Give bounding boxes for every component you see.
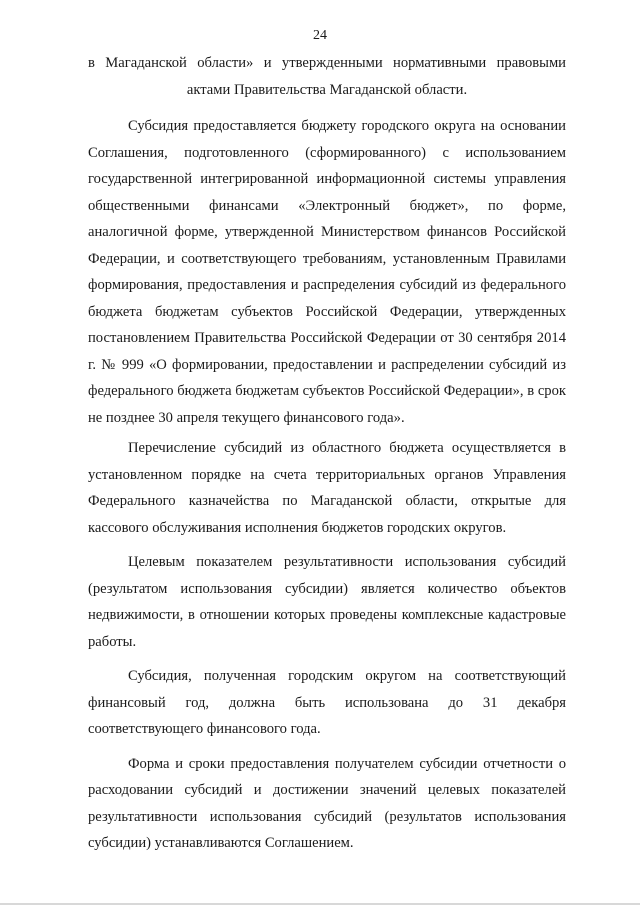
paragraph-continuation	[88, 50, 566, 103]
paragraph-subsidy-agreement: Субсидия предоставляется бюджету городского округа на основании Соглашения, подготовленного (сформированного) с использованием государственной интегрированной информационной системы управления общественными финансами «Электронный бюджет», по форме, аналогичной форме, утвержденной Министерством финансов Российской Федерации, и соответствующего требованиям, установленным Правилами формирования, предоставления и распределения субсидий из федерального бюджета бюджетам субъектов Российской Федерации, утвержденных постановлением Правительства Российской Федерации от 30 сентября 2014 г. № 999 «О формировании, предоставлении и распределении субсидий из федерального бюджета бюджетам субъектов Российской Федерации», в срок не позднее 30 апреля текущего финансового года».	[88, 118, 566, 426]
paragraph-transfer: Перечисление субсидий из областного бюджета осуществляется в установленном порядке на счета территориальных органов Управления Федерального казначейства по Магаданской области, открытые для кассового обслуживания исполнения бюджетов городских округов.	[88, 440, 566, 536]
document-body	[88, 50, 566, 857]
paragraph-continuation-end: актами Правительства Магаданской области.	[186, 81, 468, 98]
paragraph-usage-deadline: Субсидия, полученная городским округом на соответствующий финансовый год, должна быть использована до 31 декабря соответствующего финансового года.	[88, 668, 566, 737]
paragraph-reporting: Форма и сроки предоставления получателем субсидии отчетности о расходовании субсидий и достижении значений целевых показателей результативности использования субсидий (результатов использования субсидии) устанавливаются Соглашением.	[88, 755, 566, 851]
paragraph-continuation-line: в Магаданской области» и утвержденными нормативными правовыми	[88, 55, 566, 71]
page-number: 24	[313, 28, 327, 43]
paragraph-target-indicator: Целевым показателем результативности использования субсидий (результатом использования субсидии) является количество объектов недвижимости, в отношении которых проведены комплексные кадастровые работы.	[88, 554, 566, 650]
